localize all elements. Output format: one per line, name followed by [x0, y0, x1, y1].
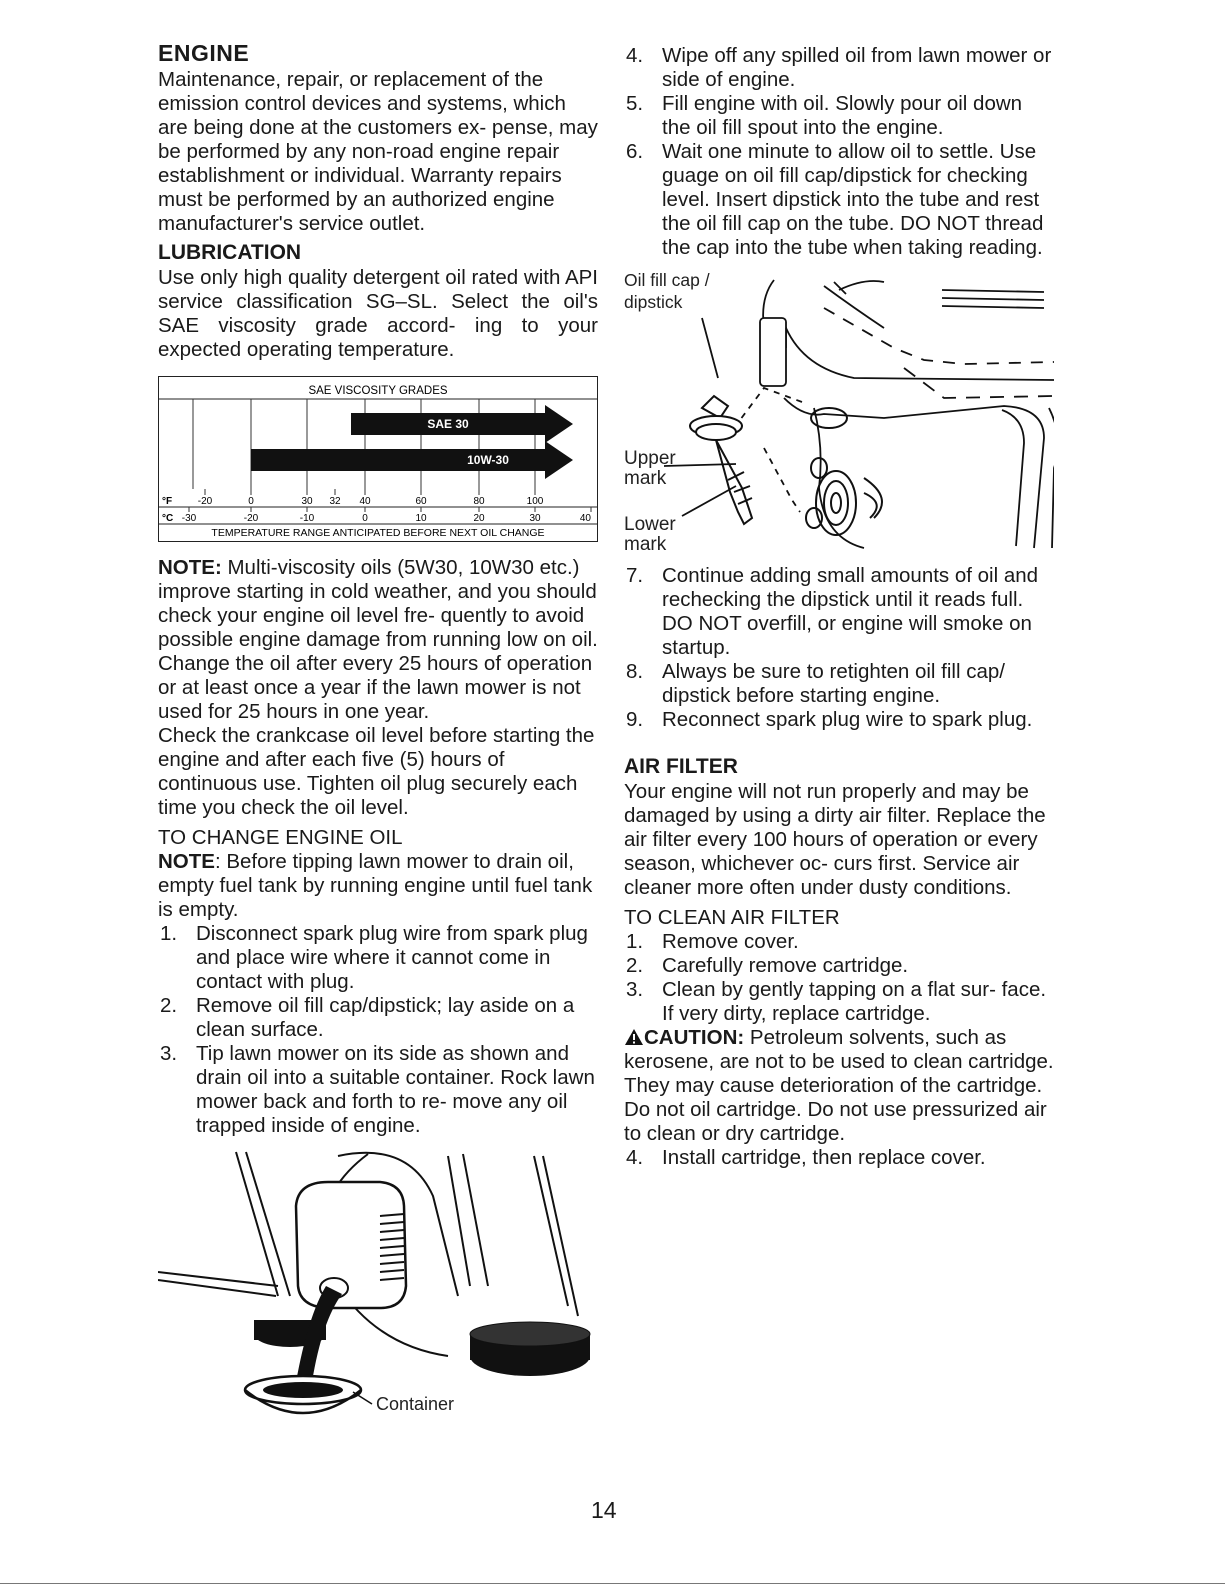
page-number: 14 — [591, 1497, 617, 1523]
lower-mark-label: mark — [624, 534, 667, 555]
f-tick-label: 60 — [415, 496, 427, 507]
note-label: NOTE: — [158, 556, 222, 579]
step-text: Continue adding small amounts of oil and rechecking the dipstick until it reads full. DO NOT overfill, or engine will smoke on startup. — [662, 564, 1039, 659]
change-oil-note — [158, 850, 598, 922]
f-tick-label: 80 — [473, 496, 485, 507]
chart-title: SAE VISCOSITY GRADES — [308, 385, 448, 397]
list-item — [624, 708, 1054, 732]
clean-filter-steps — [624, 930, 1054, 1026]
fill-oil-steps — [624, 44, 1054, 260]
lubrication-heading: LUBRICATION — [158, 241, 302, 264]
note-label: NOTE — [158, 850, 215, 873]
caution-paragraph — [624, 1026, 1054, 1146]
install-step — [624, 1146, 1054, 1170]
lubrication-paragraph: Use only high quality detergent oil rated with API service classification SG–SL. Select the oil's SAE viscosity grade accord- ing to your expected operating temperature. — [158, 266, 598, 361]
f-tick-label: -20 — [197, 496, 213, 507]
c-tick-label: -30 — [181, 513, 197, 524]
list-item — [624, 660, 1054, 708]
viscosity-chart — [158, 376, 598, 542]
step-number: 8. — [626, 660, 644, 683]
list-item — [624, 954, 1054, 978]
air-filter-paragraph: Your engine will not run properly and may be damaged by using a dirty air filter. Replace the air filter every 100 hours of operation or every season, whichever oc- curs first. Service air cleaner more often under dusty conditions. — [624, 780, 1046, 899]
upper-label: Upper — [624, 448, 676, 469]
step-number: 7. — [626, 564, 644, 587]
list-item — [624, 140, 1054, 260]
list-item — [158, 1042, 598, 1138]
step-text: Install cartridge, then replace cover. — [662, 1146, 986, 1169]
air-filter-heading: AIR FILTER — [624, 755, 738, 778]
viscosity-bar — [251, 441, 573, 479]
list-item — [158, 994, 598, 1042]
tipped-mower-drawing — [158, 1146, 598, 1416]
fahrenheit-unit: °F — [162, 496, 173, 507]
change-oil-paragraph: Change the oil after every 25 hours of operation or at least once a year if the lawn mower is not used for 25 hours in one year. — [158, 652, 593, 723]
f-tick-label: 30 — [301, 496, 313, 507]
recheck-steps — [624, 564, 1054, 732]
step-text: Always be sure to retighten oil fill cap/ dipstick before starting engine. — [662, 660, 1005, 707]
f-tick-label: 100 — [526, 496, 544, 507]
left-column — [158, 40, 598, 1416]
step-number: 1. — [626, 930, 644, 953]
change-oil-steps — [158, 922, 598, 1138]
step-number: 5. — [626, 92, 644, 115]
drain-oil-illustration — [158, 1146, 598, 1416]
step-text: Disconnect spark plug wire from spark plug and place wire where it cannot come in contact with plug. — [196, 922, 588, 993]
note-text: : Before tipping lawn mower to drain oil, empty fuel tank by running engine until fuel tank is empty. — [158, 850, 593, 921]
viscosity-bar-label: SAE 30 — [427, 417, 469, 431]
step-number: 6. — [626, 140, 644, 163]
c-tick-label: 0 — [362, 513, 368, 524]
c-tick-label: 30 — [529, 513, 541, 524]
right-column — [624, 40, 1054, 1170]
caution-label: CAUTION: — [644, 1026, 745, 1049]
list-item — [624, 1146, 1054, 1170]
f-tick-label: 0 — [248, 496, 254, 507]
upper-mark-label: mark — [624, 468, 667, 489]
step-number: 4. — [626, 1146, 644, 1169]
viscosity-chart-svg — [159, 377, 597, 541]
step-number: 3. — [626, 978, 644, 1001]
step-number: 4. — [626, 44, 644, 67]
step-text: Remove cover. — [662, 930, 799, 953]
c-tick-label: -20 — [243, 513, 259, 524]
celsius-unit: °C — [162, 513, 174, 524]
list-item — [158, 922, 598, 994]
step-text: Fill engine with oil. Slowly pour oil down the oil fill spout into the engine. — [662, 92, 1023, 139]
engine-paragraph: Maintenance, repair, or replacement of the emission control devices and systems, which are being done at the customers ex- pense, may be performed by any non-road engine repair establishment or individual. Warranty repairs must be performed by an authorized engine manufacturer's service outlet. — [158, 68, 598, 235]
caution-text: Petroleum solvents, such as kerosene, are not to be used to clean cartridge. They may cause deterioration of the cartridge. Do not oil cartridge. Do not use pressurized air to clean or dry cartridge. — [624, 1026, 1054, 1145]
c-tick-label: 10 — [415, 513, 427, 524]
list-item — [624, 564, 1054, 660]
warning-icon — [624, 1028, 644, 1046]
change-oil-heading: TO CHANGE ENGINE OIL — [158, 826, 403, 849]
step-text: Wait one minute to allow oil to settle. Use guage on oil fill cap/dipstick for checking level. Insert dipstick into the tube and rest the oil fill cap on the tube. DO NOT thread the cap into the tube when taking reading. — [662, 140, 1044, 259]
step-number: 2. — [160, 994, 178, 1017]
dipstick-label: dipstick — [624, 292, 683, 312]
list-item — [624, 44, 1054, 92]
note-text: Multi-viscosity oils (5W30, 10W30 etc.) improve starting in cold weather, and you should check your engine oil level fre- quently to avoid possible engine damage from running low on oil. — [158, 556, 598, 651]
step-text: Tip lawn mower on its side as shown and drain oil into a suitable container. Rock lawn mower back and forth to re- move any oil trapped inside of engine. — [196, 1042, 595, 1137]
page-bottom-rule — [0, 1583, 1225, 1584]
list-item — [624, 978, 1054, 1026]
engine-heading: ENGINE — [158, 40, 250, 66]
clean-air-filter-heading: TO CLEAN AIR FILTER — [624, 906, 840, 929]
step-text: Clean by gently tapping on a flat sur- face. If very dirty, replace cartridge. — [662, 978, 1047, 1025]
step-number: 9. — [626, 708, 644, 731]
dipstick-illustration — [624, 268, 1054, 558]
step-text: Remove oil fill cap/dipstick; lay aside on a clean surface. — [196, 994, 575, 1041]
c-tick-label: 20 — [473, 513, 485, 524]
c-tick-label: -10 — [299, 513, 315, 524]
list-item — [624, 92, 1054, 140]
step-number: 1. — [160, 922, 178, 945]
step-text: Carefully remove cartridge. — [662, 954, 909, 977]
list-item — [624, 930, 1054, 954]
note-multiviscosity — [158, 556, 598, 652]
viscosity-bar-label: 10W-30 — [467, 453, 509, 467]
check-oil-paragraph: Check the crankcase oil level before starting the engine and after each five (5) hours of continuous use. Tighten oil plug securely each time you check the oil level. — [158, 724, 595, 819]
container-label: Container — [376, 1394, 455, 1414]
f-tick-label: 40 — [359, 496, 371, 507]
c-tick-label: 40 — [579, 513, 591, 524]
step-number: 3. — [160, 1042, 178, 1065]
step-number: 2. — [626, 954, 644, 977]
f-tick-label: 32 — [329, 496, 341, 507]
step-text: Wipe off any spilled oil from lawn mower or side of engine. — [662, 44, 1052, 91]
dipstick-drawing — [624, 268, 1054, 558]
oil-fill-cap-label: Oil fill cap / — [624, 270, 710, 290]
chart-xlabel: TEMPERATURE RANGE ANTICIPATED BEFORE NEXT OIL CHANGE — [211, 527, 545, 539]
step-text: Reconnect spark plug wire to spark plug. — [662, 708, 1033, 731]
lower-label: Lower — [624, 514, 676, 535]
